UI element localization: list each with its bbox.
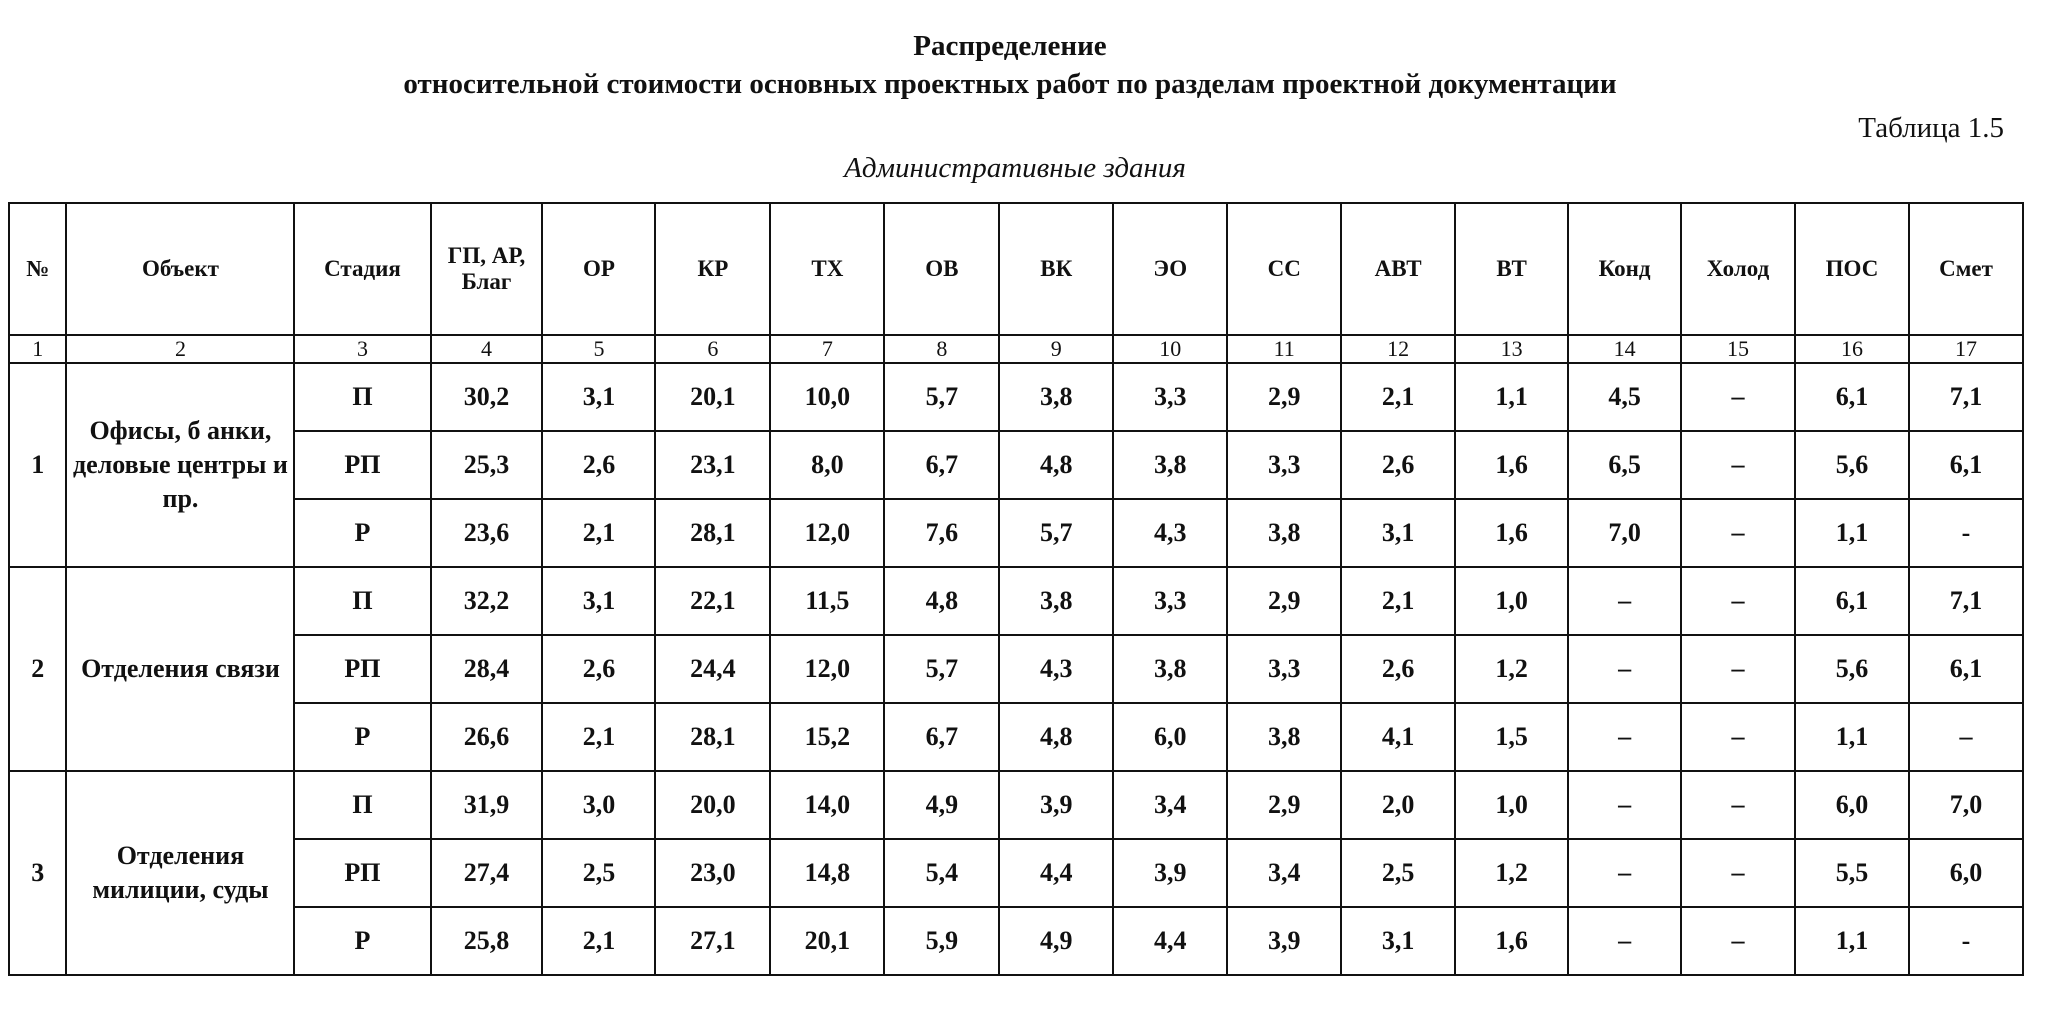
value-cell: 3,8 [1113,635,1227,703]
value-cell: – [1568,771,1681,839]
value-cell: 2,1 [1341,567,1455,635]
header-cell: ВК [999,203,1113,335]
column-number-cell: 17 [1909,335,2023,363]
header-cell: ГП, АР, Благ [431,203,543,335]
table-category: Административные здания [844,152,1186,184]
value-cell: 14,0 [770,771,884,839]
value-cell: 5,5 [1795,839,1909,907]
value-cell: 6,1 [1909,635,2023,703]
value-cell: 3,8 [1227,499,1341,567]
value-cell: 6,0 [1909,839,2023,907]
value-cell: 4,8 [999,703,1113,771]
header-cell: АВТ [1341,203,1455,335]
column-number-cell: 5 [542,335,655,363]
stage-cell: РП [294,839,430,907]
value-cell: 20,0 [655,771,770,839]
stage-cell: Р [294,499,430,567]
value-cell: 3,9 [1113,839,1227,907]
table-row [9,839,2023,907]
value-cell: 2,9 [1227,567,1341,635]
value-cell: 6,5 [1568,431,1681,499]
header-cell: ВТ [1455,203,1568,335]
value-cell: 4,4 [1113,907,1227,975]
value-cell: 2,5 [542,839,655,907]
value-cell: 6,0 [1113,703,1227,771]
value-cell: 3,9 [999,771,1113,839]
value-cell: – [1681,839,1795,907]
value-cell: 4,9 [999,907,1113,975]
stage-cell: РП [294,635,430,703]
value-cell: 1,1 [1795,499,1909,567]
stage-cell: П [294,363,430,431]
header-cell: ОР [542,203,655,335]
header-row [9,203,2023,335]
value-cell: 28,4 [431,635,543,703]
stage-cell: Р [294,703,430,771]
value-cell: 2,0 [1341,771,1455,839]
column-number-cell: 13 [1455,335,1568,363]
column-number-cell: 4 [431,335,543,363]
value-cell: 14,8 [770,839,884,907]
table-row [9,567,2023,635]
value-cell: 6,0 [1795,771,1909,839]
group-number: 3 [9,771,66,975]
value-cell: 5,7 [884,635,999,703]
object-name: Офисы, б анки, деловые центры и пр. [66,363,294,567]
value-cell: 5,7 [999,499,1113,567]
value-cell: 3,1 [1341,907,1455,975]
value-cell: 23,0 [655,839,770,907]
value-cell: – [1681,703,1795,771]
header-cell: КР [655,203,770,335]
value-cell: 3,3 [1113,567,1227,635]
header-cell: ОВ [884,203,999,335]
header-cell: СС [1227,203,1341,335]
value-cell: 12,0 [770,499,884,567]
value-cell: 1,6 [1455,499,1568,567]
value-cell: 20,1 [770,907,884,975]
value-cell: 5,6 [1795,431,1909,499]
value-cell: – [1568,567,1681,635]
header-cell: Стадия [294,203,430,335]
value-cell: 1,1 [1795,907,1909,975]
value-cell: 4,5 [1568,363,1681,431]
table-number: Таблица 1.5 [1858,112,2004,144]
value-cell: 1,5 [1455,703,1568,771]
value-cell: 4,8 [999,431,1113,499]
value-cell: - [1909,907,2023,975]
value-cell: 1,0 [1455,567,1568,635]
table-row [9,363,2023,431]
table-row [9,907,2023,975]
value-cell: 28,1 [655,499,770,567]
value-cell: – [1681,431,1795,499]
value-cell: 2,1 [542,703,655,771]
value-cell: 1,6 [1455,907,1568,975]
document-subtitle: относительной стоимости основных проектных работ по разделам проектной документации [403,68,1617,100]
value-cell: – [1681,567,1795,635]
stage-cell: П [294,567,430,635]
value-cell: 24,4 [655,635,770,703]
table-row [9,771,2023,839]
value-cell: 5,4 [884,839,999,907]
value-cell: – [1681,635,1795,703]
column-number-row [9,335,2023,363]
value-cell: 32,2 [431,567,543,635]
cost-distribution-table [8,202,2024,976]
value-cell: 7,0 [1909,771,2023,839]
column-number-cell: 9 [999,335,1113,363]
value-cell: 3,1 [1341,499,1455,567]
column-number-cell: 10 [1113,335,1227,363]
value-cell: 4,8 [884,567,999,635]
value-cell: 8,0 [770,431,884,499]
value-cell: – [1568,635,1681,703]
value-cell: 20,1 [655,363,770,431]
value-cell: 6,1 [1909,431,2023,499]
value-cell: 30,2 [431,363,543,431]
value-cell: – [1681,907,1795,975]
value-cell: 1,1 [1455,363,1568,431]
stage-cell: РП [294,431,430,499]
value-cell: 3,4 [1227,839,1341,907]
value-cell: – [1681,771,1795,839]
value-cell: 2,5 [1341,839,1455,907]
value-cell: 3,8 [1113,431,1227,499]
value-cell: 12,0 [770,635,884,703]
value-cell: 27,1 [655,907,770,975]
stage-cell: Р [294,907,430,975]
document-title: Распределение [913,30,1107,62]
header-cell: ЭО [1113,203,1227,335]
value-cell: 4,9 [884,771,999,839]
column-number-cell: 14 [1568,335,1681,363]
value-cell: 2,6 [1341,635,1455,703]
value-cell: 1,2 [1455,635,1568,703]
header-cell: № [9,203,66,335]
header-cell: Конд [1568,203,1681,335]
value-cell: 3,8 [999,567,1113,635]
value-cell: 2,9 [1227,363,1341,431]
value-cell: 4,1 [1341,703,1455,771]
value-cell: 5,6 [1795,635,1909,703]
header-cell: Объект [66,203,294,335]
column-number-cell: 7 [770,335,884,363]
value-cell: 3,4 [1113,771,1227,839]
value-cell: 4,3 [999,635,1113,703]
value-cell: 3,3 [1227,431,1341,499]
value-cell: 25,8 [431,907,543,975]
value-cell: 4,4 [999,839,1113,907]
value-cell: 31,9 [431,771,543,839]
column-number-cell: 6 [655,335,770,363]
value-cell: 3,8 [1227,703,1341,771]
value-cell: 26,6 [431,703,543,771]
value-cell: 7,1 [1909,363,2023,431]
column-number-cell: 2 [66,335,294,363]
value-cell: 6,7 [884,703,999,771]
value-cell: 3,9 [1227,907,1341,975]
table-row [9,499,2023,567]
column-number-cell: 3 [294,335,430,363]
column-number-cell: 11 [1227,335,1341,363]
header-cell: Холод [1681,203,1795,335]
value-cell: – [1909,703,2023,771]
column-number-cell: 1 [9,335,66,363]
group-number: 2 [9,567,66,771]
value-cell: - [1909,499,2023,567]
value-cell: 2,6 [542,635,655,703]
value-cell: 7,1 [1909,567,2023,635]
value-cell: 22,1 [655,567,770,635]
value-cell: 7,6 [884,499,999,567]
value-cell: 6,1 [1795,363,1909,431]
column-number-cell: 15 [1681,335,1795,363]
group-number: 1 [9,363,66,567]
value-cell: 27,4 [431,839,543,907]
value-cell: 4,3 [1113,499,1227,567]
header-cell: Смет [1909,203,2023,335]
value-cell: 2,6 [542,431,655,499]
value-cell: 2,1 [542,907,655,975]
value-cell: 3,3 [1113,363,1227,431]
value-cell: 23,6 [431,499,543,567]
table-row [9,635,2023,703]
column-number-cell: 12 [1341,335,1455,363]
value-cell: 5,7 [884,363,999,431]
header-cell: ПОС [1795,203,1909,335]
table-row [9,703,2023,771]
value-cell: 3,1 [542,567,655,635]
header-cell: ТХ [770,203,884,335]
table-row [9,431,2023,499]
value-cell: 10,0 [770,363,884,431]
value-cell: 3,8 [999,363,1113,431]
value-cell: – [1568,907,1681,975]
value-cell: 6,1 [1795,567,1909,635]
value-cell: 3,0 [542,771,655,839]
value-cell: 2,9 [1227,771,1341,839]
value-cell: 2,1 [1341,363,1455,431]
column-number-cell: 16 [1795,335,1909,363]
value-cell: 7,0 [1568,499,1681,567]
value-cell: 6,7 [884,431,999,499]
value-cell: – [1681,363,1795,431]
value-cell: 3,1 [542,363,655,431]
value-cell: 1,1 [1795,703,1909,771]
value-cell: 23,1 [655,431,770,499]
value-cell: 2,6 [1341,431,1455,499]
object-name: Отделения милиции, суды [66,771,294,975]
value-cell: 1,0 [1455,771,1568,839]
value-cell: 25,3 [431,431,543,499]
value-cell: 1,2 [1455,839,1568,907]
value-cell: – [1568,839,1681,907]
value-cell: 28,1 [655,703,770,771]
value-cell: 15,2 [770,703,884,771]
value-cell: 11,5 [770,567,884,635]
column-number-cell: 8 [884,335,999,363]
stage-cell: П [294,771,430,839]
value-cell: 3,3 [1227,635,1341,703]
value-cell: 5,9 [884,907,999,975]
value-cell: – [1568,703,1681,771]
value-cell: 1,6 [1455,431,1568,499]
object-name: Отделения связи [66,567,294,771]
value-cell: – [1681,499,1795,567]
value-cell: 2,1 [542,499,655,567]
